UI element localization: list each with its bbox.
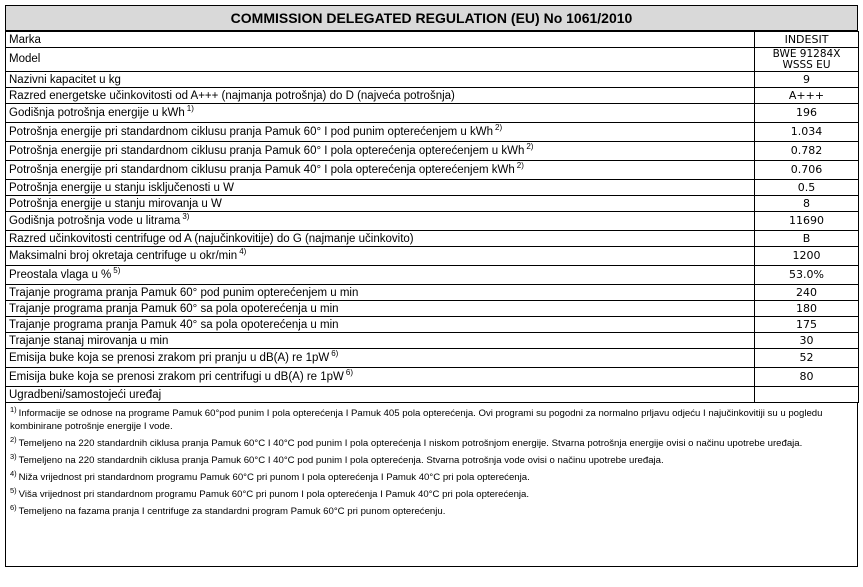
row-value: 8	[755, 196, 859, 212]
row-value: 180	[755, 301, 859, 317]
footnote-ref: 2)	[526, 142, 534, 152]
row-value: 240	[755, 285, 859, 301]
row-label: Maksimalni broj okretaja centrifuge u okr/min $^{4)}$	[6, 247, 755, 266]
footnote-item	[10, 451, 851, 467]
row-label: Potrošnja energije pri standardnom ciklusu pranja Pamuk 60° I pod punim opterećenjem u kWh $^{2)}$	[6, 123, 755, 142]
table-row	[6, 48, 859, 72]
table-row	[6, 72, 859, 88]
row-value: BWE 91284X WSSS EU	[755, 48, 859, 72]
row-label: Emisija buke koja se prenosi zrakom pri pranju u dB(A) re 1pW $^{6)}$	[6, 349, 755, 368]
footnote-item	[10, 404, 851, 433]
row-label: Emisija buke koja se prenosi zrakom pri centrifugi u dB(A) re 1pW $^{6)}$	[6, 368, 755, 387]
table-row	[6, 333, 859, 349]
footnote-ref: 1)	[186, 104, 194, 114]
row-value: 175	[755, 317, 859, 333]
footnote-text: Viša vrijednost pri standardnom programu Pamuk 60°C pri punom I pola opterećenja I Pamuk 40°C pri pola opterećenja.	[18, 489, 530, 500]
row-value: 53.0%	[755, 266, 859, 285]
footnote-ref: 2)	[495, 123, 503, 133]
row-label: Godišnja potrošnja vode u litrama $^{3)}$	[6, 212, 755, 231]
footnote-number: 5)	[10, 485, 17, 495]
row-label: Potrošnja energije u stanju isključenosti u W	[6, 180, 755, 196]
footnote-item	[10, 434, 851, 450]
table-row	[6, 266, 859, 285]
table-row	[6, 142, 859, 161]
footnote-item	[10, 468, 851, 484]
footnote-ref: 4)	[239, 247, 247, 257]
row-label: Potrošnja energije pri standardnom ciklusu pranja Pamuk 40° I pola opterećenja opterećenjem kWh $^{2)}$	[6, 161, 755, 180]
row-value: 80	[755, 368, 859, 387]
row-value: INDESIT	[755, 32, 859, 48]
table-row	[6, 368, 859, 387]
row-label: Trajanje programa pranja Pamuk 40° sa pola opoterećenja u min	[6, 317, 755, 333]
footnote-text: Niža vrijednost pri standardnom programu Pamuk 60°C pri punom I pola opterećenja I Pamuk 40°C pri pola opterećenja.	[18, 472, 530, 483]
footnote-number: 2)	[10, 434, 17, 444]
footnote-ref: 5)	[113, 266, 121, 276]
row-value: 0.706	[755, 161, 859, 180]
row-value: 11690	[755, 212, 859, 231]
row-label: Marka	[6, 32, 755, 48]
row-label: Trajanje stanaj mirovanja u min	[6, 333, 755, 349]
table-row	[6, 104, 859, 123]
footnote-number: 6)	[10, 502, 17, 512]
document-title: COMMISSION DELEGATED REGULATION (EU) No 1061/2010	[5, 5, 858, 31]
row-label: Trajanje programa pranja Pamuk 60° sa pola opoterećenja u min	[6, 301, 755, 317]
row-label: Preostala vlaga u % $^{5)}$	[6, 266, 755, 285]
row-label: Razred energetske učinkovitosti od A+++ (najmanja potrošnja) do D (najveća potrošnja)	[6, 88, 755, 104]
row-label: Trajanje programa pranja Pamuk 60° pod punim opterećenjem u min	[6, 285, 755, 301]
row-label: Model	[6, 48, 755, 72]
row-value: 0.5	[755, 180, 859, 196]
row-value: 30	[755, 333, 859, 349]
footnote-number: 3)	[10, 451, 17, 461]
row-label: Potrošnja energije pri standardnom ciklusu pranja Pamuk 60° I pola opterećenja opterećenjem u kWh $^{2)}$	[6, 142, 755, 161]
table-row	[6, 161, 859, 180]
row-value: B	[755, 231, 859, 247]
table-row	[6, 247, 859, 266]
table-row	[6, 317, 859, 333]
row-value: 196	[755, 104, 859, 123]
footnote-text: Temeljeno na 220 standardnih ciklusa pranja Pamuk 60°C I 40°C pod punim I pola opterećenja. Stvarna potrošnja vode ovisi o načinu upotrebe uređaja.	[18, 455, 664, 466]
footnote-text: Temeljeno na fazama pranja I centrifuge za standardni program Pamuk 60°C pri punom opterećenju.	[18, 506, 446, 517]
row-value	[755, 387, 859, 403]
row-label: Ugradbeni/samostojeći uređaj	[6, 387, 755, 403]
table-row	[6, 88, 859, 104]
row-value: 52	[755, 349, 859, 368]
row-value: 0.782	[755, 142, 859, 161]
table-row	[6, 32, 859, 48]
table-row	[6, 349, 859, 368]
footnote-text: Informacije se odnose na programe Pamuk 60°pod punim I pola opterećenja I Pamuk 405 pola opterećenja. Ovi programi su pogodni za normalno prljavu odjeću I najučinkovitiji su u pogledu kombinirane potrošnje energije I vode.	[10, 408, 823, 432]
spec-table	[5, 31, 859, 403]
footnote-number: 1)	[10, 404, 17, 414]
table-row	[6, 123, 859, 142]
table-row	[6, 387, 859, 403]
table-row	[6, 301, 859, 317]
footnote-ref: 6)	[331, 349, 339, 359]
regulation-sheet	[5, 5, 858, 567]
footnote-number: 4)	[10, 468, 17, 478]
row-value: 1200	[755, 247, 859, 266]
footnote-text: Temeljeno na 220 standardnih ciklusa pranja Pamuk 60°C I 40°C pod punim I pola opterećenja I niskom potrošnjom energije. Stvarna potrošnja energije ovisi o načinu upotrebe uređaja.	[18, 438, 803, 449]
footnote-ref: 3)	[182, 212, 190, 222]
row-label: Nazivni kapacitet u kg	[6, 72, 755, 88]
footnotes	[5, 403, 858, 567]
table-row	[6, 285, 859, 301]
row-value: A+++	[755, 88, 859, 104]
row-label: Godišnja potrošnja energije u kWh $^{1)}$	[6, 104, 755, 123]
footnote-ref: 2)	[516, 161, 524, 171]
row-label: Potrošnja energije u stanju mirovanja u W	[6, 196, 755, 212]
footnote-ref: 6)	[345, 368, 354, 378]
table-row	[6, 231, 859, 247]
row-value: 9	[755, 72, 859, 88]
row-label: Razred učinkovitosti centrifuge od A (najučinkovitije) do G (najmanje učinkovito)	[6, 231, 755, 247]
row-value: 1.034	[755, 123, 859, 142]
footnote-item	[10, 485, 851, 501]
table-row	[6, 180, 859, 196]
table-row	[6, 196, 859, 212]
table-row	[6, 212, 859, 231]
footnote-item	[10, 502, 851, 518]
